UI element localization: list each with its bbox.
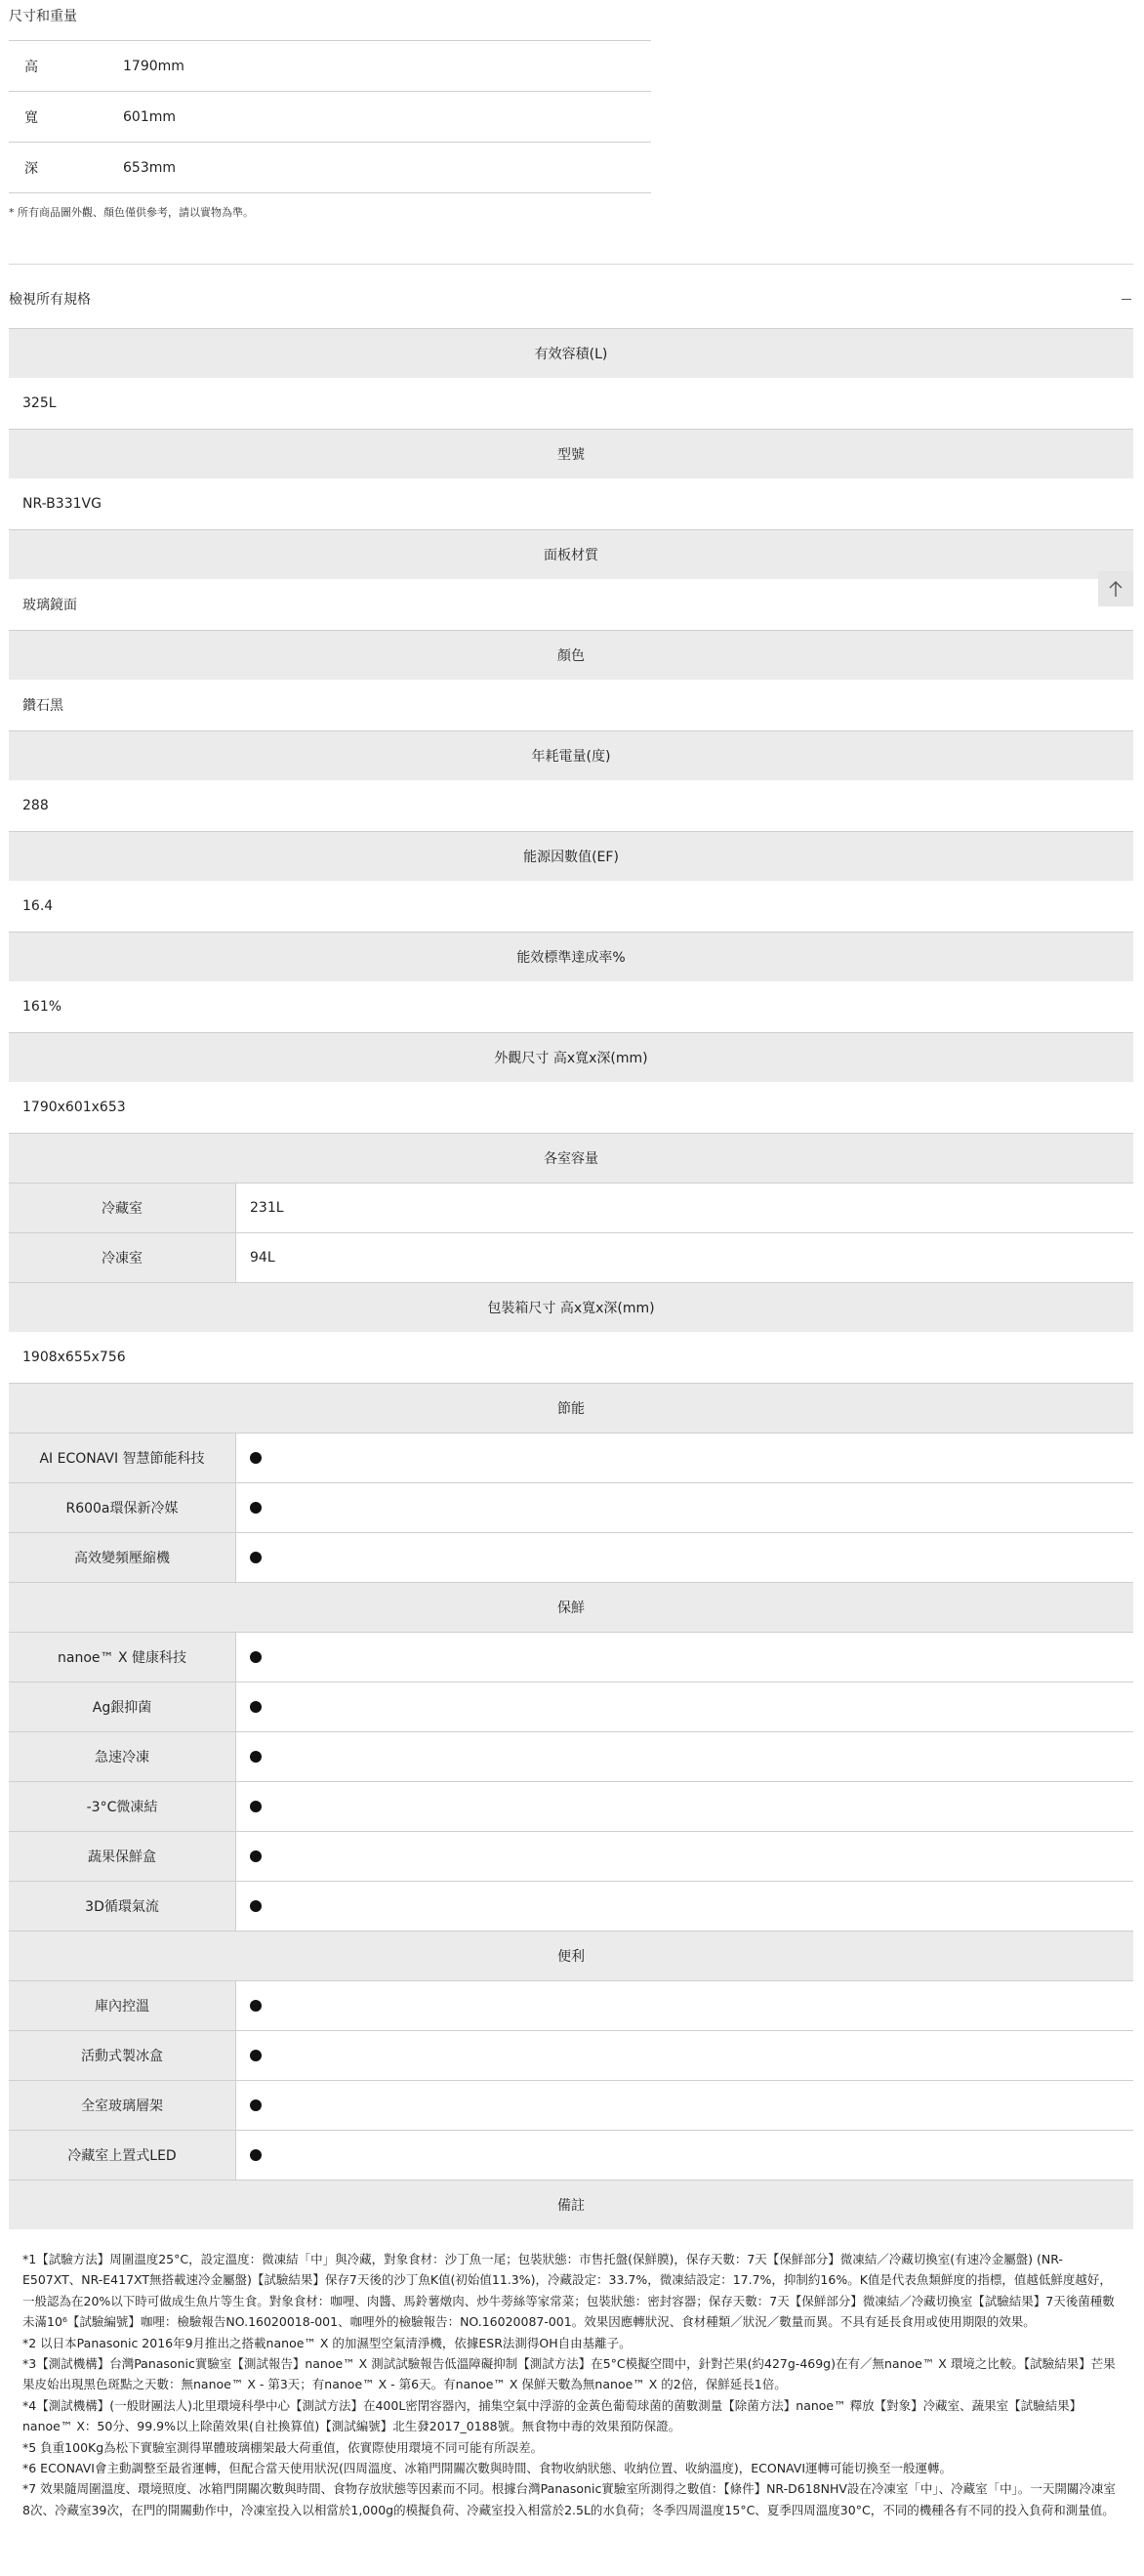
- minus-icon[interactable]: [1122, 299, 1131, 300]
- bullet-dot-icon: [250, 1900, 262, 1912]
- specs-table: [9, 328, 1133, 2520]
- remark-note: *1【試驗方法】周圍溫度25°C，設定溫度：微凍結「中」與冷藏，對象食材：沙丁魚一尾；包裝狀態：市售托盤(保鮮膜)，保存天數：7天【保鮮部分】微凍結／冷藏切換室(有速冷金屬盤) (NR-E507XT、NR-E417XT無搭載速冷金屬盤)【試驗結果】保存7天後的沙丁魚K值(初始值11.3%)，冷藏設定：33.7%，微凍結設定：17.7%，抑制約16%。K值是代表魚類鮮度的指標，值越低鮮度越好，一般認為在20%以下時可做成生魚片等生食。對象食材：咖哩、肉醬、馬鈴薯燉肉、炒牛蒡絲等家常菜；包裝狀態：密封容器；保存天數：7天【保鮮部分】微凍結／冷藏切換室【試驗結果】7天後菌種數未滿10⁶【試驗編號】咖哩：檢驗報告NO.16020018-001、咖哩外的檢驗報告：NO.16020087-001。效果因應轉狀況、食材種類／狀況／數量而異。不具有延長食用或使用期限的效果。: [22, 2252, 1115, 2330]
- feature-label: 活動式製冰盒: [9, 2031, 236, 2080]
- dimensions-title: 尺寸和重量: [9, 9, 77, 24]
- feature-row: [9, 1532, 1133, 1582]
- feature-label: 高效變頻壓縮機: [9, 1533, 236, 1582]
- spec-title-compartments: 各室容量: [9, 1133, 1133, 1183]
- dimension-label: 深: [24, 160, 38, 177]
- spec-value-power: 288: [22, 798, 49, 813]
- dimension-value: 653mm: [123, 159, 176, 176]
- remark-note: *5 負重100Kg為松下實驗室測得單體玻璃棚架最大荷重值，依實際使用環境不同可能有所誤差。: [22, 2439, 544, 2455]
- compartment-row: [9, 1232, 1133, 1282]
- bullet-dot-icon: [250, 1552, 262, 1563]
- feature-label: -3°C微凍結: [9, 1782, 236, 1831]
- spec-title-energy: 節能: [9, 1383, 1133, 1433]
- feature-label: AI ECONAVI 智慧節能科技: [9, 1433, 236, 1482]
- dimensions-table: [9, 40, 651, 193]
- all-specs-label: 檢視所有規格: [9, 292, 91, 308]
- bullet-dot-icon: [250, 2000, 262, 2012]
- spec-title-package-size: 包裝箱尺寸 高x寬x深(mm): [9, 1282, 1133, 1332]
- feature-row: [9, 2030, 1133, 2080]
- section-divider: [9, 264, 1133, 265]
- feature-label: R600a環保新冷媒: [9, 1483, 236, 1532]
- dimension-row-width: [9, 91, 651, 142]
- spec-title-power: 年耗電量(度): [9, 730, 1133, 780]
- spec-value-outer-size: 1790x601x653: [22, 1100, 126, 1115]
- back-to-top-button[interactable]: [1098, 571, 1133, 606]
- feature-label: 3D循環氣流: [9, 1882, 236, 1931]
- remark-note: *6 ECONAVI會主動調整至最省運轉，但配合當天使用狀況(四周溫度、冰箱門開關次數與時間、食物收納狀態、收納位置、收納溫度)，ECONAVI運轉可能切換至一般運轉。: [22, 2461, 953, 2476]
- compartment-label: 冷凍室: [9, 1233, 236, 1282]
- bullet-dot-icon: [250, 2149, 262, 2161]
- feature-row: [9, 1632, 1133, 1682]
- dimension-label: 高: [24, 59, 38, 75]
- dimension-value: 1790mm: [123, 58, 184, 74]
- dimension-row-height: [9, 40, 651, 91]
- feature-row: [9, 1781, 1133, 1831]
- spec-title-capacity: 有效容積(L): [9, 328, 1133, 378]
- arrow-up-icon: [1108, 580, 1124, 598]
- spec-title-fresh: 保鮮: [9, 1582, 1133, 1632]
- spec-title-model: 型號: [9, 429, 1133, 478]
- feature-row: [9, 1831, 1133, 1881]
- feature-row: [9, 2130, 1133, 2180]
- dimensions-note: * 所有商品圖外觀、顏色僅供參考，請以實物為準。: [9, 206, 254, 219]
- remark-note: *2 以日本Panasonic 2016年9月推出之搭載nanoe™ X 的加濕型空氣清淨機，依據ESR法測得OH自由基離子。: [22, 2335, 632, 2350]
- spec-title-color: 顏色: [9, 630, 1133, 680]
- bullet-dot-icon: [250, 2050, 262, 2061]
- bullet-dot-icon: [250, 1502, 262, 1514]
- dimension-label: 寬: [24, 109, 38, 126]
- feature-label: 蔬果保鮮盒: [9, 1832, 236, 1881]
- compartment-value: 94L: [250, 1250, 275, 1266]
- feature-row: [9, 1433, 1133, 1482]
- feature-row: [9, 1881, 1133, 1931]
- compartment-label: 冷藏室: [9, 1184, 236, 1232]
- remark-note: *4【測試機構】(一般財團法人)北里環境科學中心【測試方法】在400L密閉容器內，捕集空氣中浮游的金黃色葡萄球菌的菌數測量【除菌方法】nanoe™ 釋放【對象】冷藏室、蔬果室【試驗結果】nanoe™ X：50分、99.9%以上除菌效果(自社換算值)【測試編號】北生發2017_0188號。無食物中毒的效果預防保證。: [22, 2397, 1083, 2434]
- spec-title-outer-size: 外觀尺寸 高x寬x深(mm): [9, 1032, 1133, 1082]
- spec-title-convenience: 便利: [9, 1931, 1133, 1980]
- feature-label: 庫內控溫: [9, 1981, 236, 2030]
- feature-row: [9, 1682, 1133, 1731]
- spec-title-panel: 面板材質: [9, 529, 1133, 579]
- spec-value-ef: 16.4: [22, 898, 54, 914]
- feature-row: [9, 1980, 1133, 2030]
- feature-label: Ag銀抑菌: [9, 1683, 236, 1731]
- bullet-dot-icon: [250, 1452, 262, 1464]
- feature-label: nanoe™ X 健康科技: [9, 1633, 236, 1682]
- bullet-dot-icon: [250, 2099, 262, 2111]
- bullet-dot-icon: [250, 1701, 262, 1713]
- bullet-dot-icon: [250, 1850, 262, 1862]
- compartment-value: 231L: [250, 1200, 284, 1216]
- remarks-notes: [9, 2229, 1133, 2520]
- feature-row: [9, 1482, 1133, 1532]
- bullet-dot-icon: [250, 1801, 262, 1812]
- remark-note: *7 效果隨周圍溫度、環境照度、冰箱門開關次數與時間、食物存放狀態等因素而不同。根據台灣Panasonic實驗室所測得之數值：【條件】NR-D618NHV設在冷凍室「中」、冷藏室「中」。一天開關冷凍室8次、冷藏室39次，在門的開關動作中，冷凍室投入以相當於1,000g的模擬負荷、冷藏室投入相當於2.5L的水負荷；冬季四周溫度15°C、夏季四周溫度30°C，不同的機種各有不同的投入負荷和測量值。: [22, 2481, 1116, 2517]
- dimension-value: 601mm: [123, 108, 176, 125]
- bullet-dot-icon: [250, 1751, 262, 1763]
- spec-value-capacity: 325L: [22, 395, 57, 411]
- spec-value-panel: 玻璃鏡面: [22, 598, 77, 613]
- spec-title-remarks: 備註: [9, 2180, 1133, 2229]
- bullet-dot-icon: [250, 1651, 262, 1663]
- feature-label: 全室玻璃層架: [9, 2081, 236, 2130]
- feature-label: 冷藏室上置式LED: [9, 2131, 236, 2180]
- all-specs-toggle[interactable]: [9, 283, 1133, 314]
- spec-title-standard: 能效標準達成率%: [9, 932, 1133, 981]
- remark-note: *3【測試機構】台灣Panasonic實驗室【測試報告】nanoe™ X 測試試驗報告低溫障礙抑制【測試方法】在5°C模擬空間中，針對芒果(約427g-469g)在有／無nanoe™ X 環境之比較。【試驗結果】芒果果皮始出現黑色斑點之天數：無nanoe™ X - 第3天；有nanoe™ X - 第6天。有nanoe™ X 保鮮天數為無nanoe™ X 的2倍，保鮮延長1倍。: [22, 2356, 1116, 2392]
- spec-value-package-size: 1908x655x756: [22, 1350, 126, 1365]
- spec-value-color: 鑽石黑: [22, 698, 63, 714]
- feature-label: 急速冷凍: [9, 1732, 236, 1781]
- spec-title-ef: 能源因數值(EF): [9, 831, 1133, 881]
- spec-value-model: NR-B331VG: [22, 496, 102, 512]
- feature-row: [9, 1731, 1133, 1781]
- spec-value-standard: 161%: [22, 999, 62, 1015]
- dimension-row-depth: [9, 142, 651, 193]
- feature-row: [9, 2080, 1133, 2130]
- compartment-row: [9, 1183, 1133, 1232]
